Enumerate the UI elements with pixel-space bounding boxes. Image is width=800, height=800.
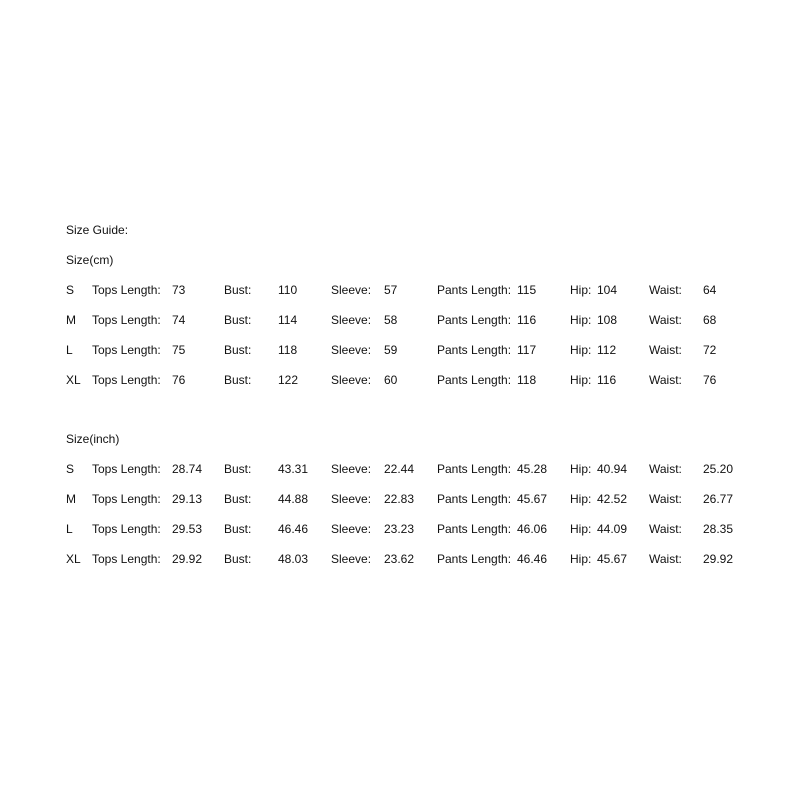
hip-value: 40.94 — [597, 462, 628, 476]
size-value: M — [66, 313, 76, 327]
size-row — [0, 373, 800, 387]
bust-value: 110 — [278, 283, 298, 297]
pants-length-label: Pants Length: — [437, 313, 512, 327]
tops-length-value: 28.74 — [172, 462, 203, 476]
cm-section-heading: Size(cm) — [66, 253, 114, 267]
waist-label: Waist: — [649, 492, 682, 506]
size-value: M — [66, 492, 76, 506]
hip-label: Hip: — [570, 552, 592, 566]
sleeve-label: Sleeve: — [331, 522, 372, 536]
tops-length-label: Tops Length: — [92, 522, 161, 536]
waist-label: Waist: — [649, 462, 682, 476]
sleeve-value: 23.62 — [384, 552, 415, 566]
pants-length-value: 117 — [517, 343, 537, 357]
sleeve-value: 23.23 — [384, 522, 415, 536]
tops-length-value: 29.13 — [172, 492, 203, 506]
pants-length-label: Pants Length: — [437, 462, 512, 476]
hip-label: Hip: — [570, 343, 592, 357]
size-row — [0, 313, 800, 327]
hip-label: Hip: — [570, 283, 592, 297]
pants-length-value: 118 — [517, 373, 537, 387]
pants-length-label: Pants Length: — [437, 552, 512, 566]
hip-label: Hip: — [570, 522, 592, 536]
sleeve-label: Sleeve: — [331, 343, 372, 357]
bust-value: 44.88 — [278, 492, 309, 506]
tops-length-label: Tops Length: — [92, 373, 161, 387]
size-row — [0, 522, 800, 536]
waist-value: 72 — [703, 343, 717, 357]
pants-length-label: Pants Length: — [437, 492, 512, 506]
tops-length-value: 75 — [172, 343, 186, 357]
waist-label: Waist: — [649, 313, 682, 327]
hip-value: 45.67 — [597, 552, 628, 566]
bust-label: Bust: — [224, 492, 252, 506]
pants-length-value: 116 — [517, 313, 537, 327]
inch-section-heading: Size(inch) — [66, 432, 120, 446]
sleeve-label: Sleeve: — [331, 462, 372, 476]
waist-value: 76 — [703, 373, 717, 387]
bust-label: Bust: — [224, 283, 252, 297]
hip-label: Hip: — [570, 373, 592, 387]
hip-label: Hip: — [570, 462, 592, 476]
sleeve-label: Sleeve: — [331, 492, 372, 506]
waist-label: Waist: — [649, 522, 682, 536]
sleeve-value: 60 — [384, 373, 398, 387]
sleeve-value: 58 — [384, 313, 398, 327]
pants-length-value: 45.28 — [517, 462, 548, 476]
sleeve-value: 22.83 — [384, 492, 415, 506]
waist-value: 25.20 — [703, 462, 734, 476]
bust-label: Bust: — [224, 313, 252, 327]
waist-label: Waist: — [649, 283, 682, 297]
hip-value: 44.09 — [597, 522, 628, 536]
bust-value: 122 — [278, 373, 299, 387]
tops-length-value: 76 — [172, 373, 186, 387]
hip-value: 42.52 — [597, 492, 628, 506]
sleeve-label: Sleeve: — [331, 552, 372, 566]
sleeve-value: 59 — [384, 343, 398, 357]
waist-value: 28.35 — [703, 522, 734, 536]
pants-length-value: 45.67 — [517, 492, 548, 506]
waist-label: Waist: — [649, 343, 682, 357]
bust-value: 43.31 — [278, 462, 309, 476]
pants-length-label: Pants Length: — [437, 283, 512, 297]
size-value: XL — [66, 373, 81, 387]
size-row — [0, 283, 800, 297]
pants-length-label: Pants Length: — [437, 373, 512, 387]
sleeve-label: Sleeve: — [331, 283, 372, 297]
sleeve-value: 22.44 — [384, 462, 415, 476]
size-value: S — [66, 462, 75, 476]
bust-value: 114 — [278, 313, 298, 327]
size-value: S — [66, 283, 75, 297]
tops-length-label: Tops Length: — [92, 492, 161, 506]
pants-length-value: 46.06 — [517, 522, 548, 536]
sleeve-value: 57 — [384, 283, 398, 297]
bust-value: 118 — [278, 343, 298, 357]
size-value: L — [66, 522, 73, 536]
sleeve-label: Sleeve: — [331, 373, 372, 387]
waist-label: Waist: — [649, 373, 682, 387]
size-value: L — [66, 343, 73, 357]
tops-length-value: 73 — [172, 283, 186, 297]
pants-length-value: 115 — [517, 283, 537, 297]
hip-label: Hip: — [570, 313, 592, 327]
tops-length-value: 29.53 — [172, 522, 203, 536]
hip-value: 116 — [597, 373, 617, 387]
size-row — [0, 492, 800, 506]
tops-length-label: Tops Length: — [92, 462, 161, 476]
bust-label: Bust: — [224, 522, 252, 536]
size-row — [0, 343, 800, 357]
bust-value: 48.03 — [278, 552, 309, 566]
size-value: XL — [66, 552, 81, 566]
pants-length-label: Pants Length: — [437, 522, 512, 536]
hip-label: Hip: — [570, 492, 592, 506]
tops-length-label: Tops Length: — [92, 552, 161, 566]
hip-value: 104 — [597, 283, 618, 297]
waist-label: Waist: — [649, 552, 682, 566]
sleeve-label: Sleeve: — [331, 313, 372, 327]
bust-value: 46.46 — [278, 522, 309, 536]
page-title: Size Guide: — [66, 223, 129, 237]
waist-value: 26.77 — [703, 492, 734, 506]
waist-value: 64 — [703, 283, 717, 297]
waist-value: 29.92 — [703, 552, 734, 566]
tops-length-value: 29.92 — [172, 552, 203, 566]
waist-value: 68 — [703, 313, 717, 327]
bust-label: Bust: — [224, 373, 252, 387]
size-row — [0, 552, 800, 566]
hip-value: 108 — [597, 313, 618, 327]
tops-length-value: 74 — [172, 313, 186, 327]
bust-label: Bust: — [224, 343, 252, 357]
tops-length-label: Tops Length: — [92, 313, 161, 327]
hip-value: 112 — [597, 343, 617, 357]
bust-label: Bust: — [224, 462, 252, 476]
bust-label: Bust: — [224, 552, 252, 566]
tops-length-label: Tops Length: — [92, 283, 161, 297]
size-row — [0, 462, 800, 476]
pants-length-label: Pants Length: — [437, 343, 512, 357]
pants-length-value: 46.46 — [517, 552, 548, 566]
tops-length-label: Tops Length: — [92, 343, 161, 357]
